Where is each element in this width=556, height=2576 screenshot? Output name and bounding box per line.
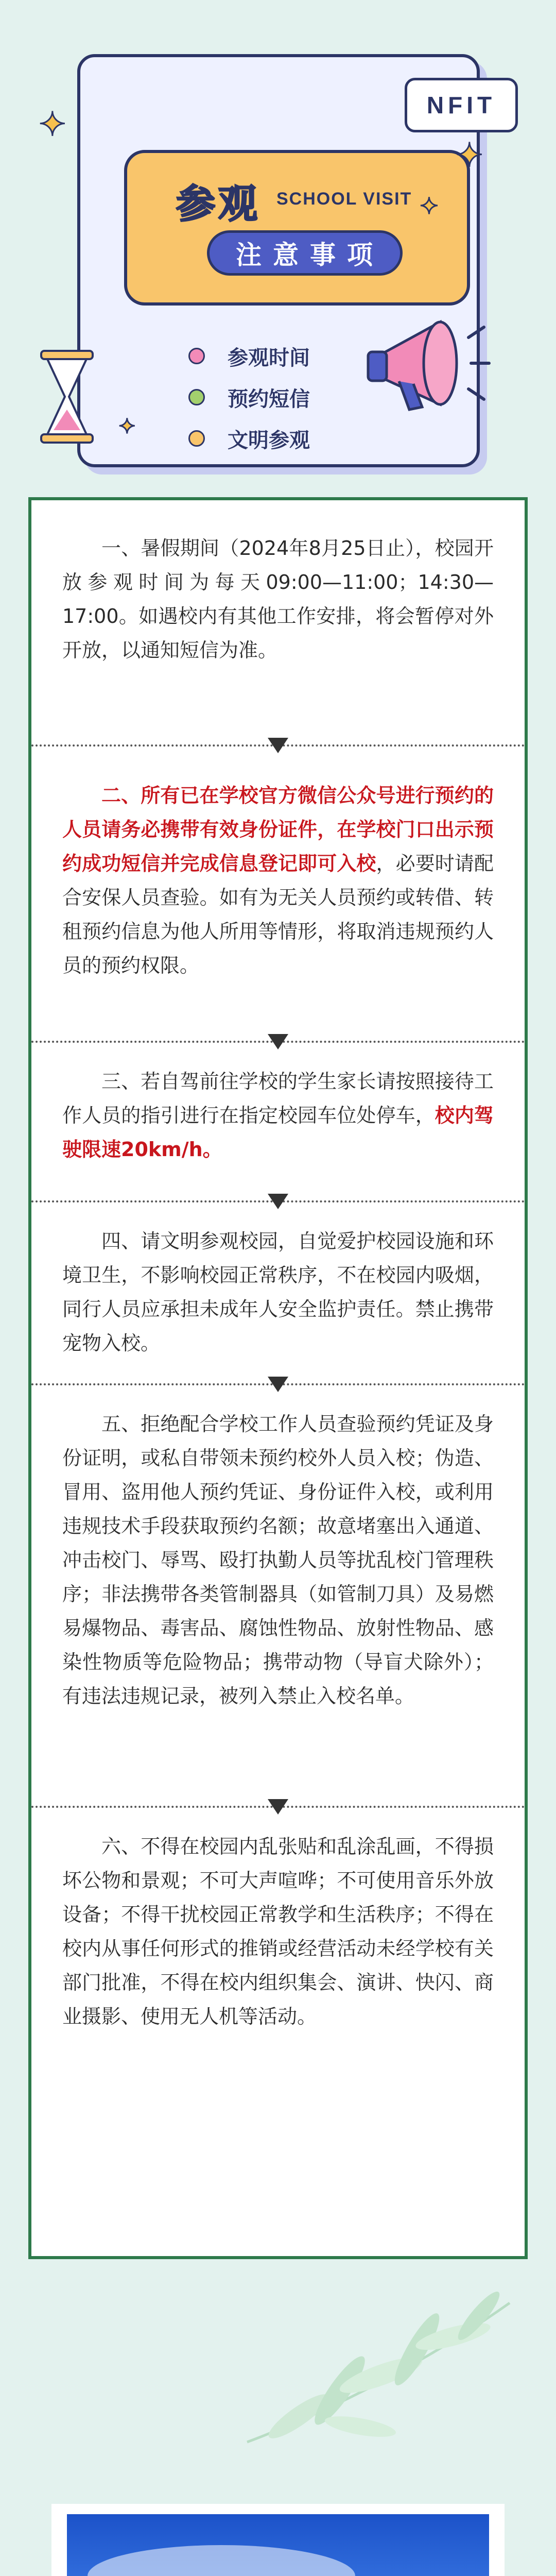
section-4: [31, 1224, 525, 1360]
section-text: 五、拒绝配合学校工作人员查验预约凭证及身份证明，或私自带领未预约校外人员入校；伪造、冒用、盗用他人预约凭证、身份证件入校，或利用违规技术手段获取预约名额；故意堵塞出入通道、冲击校门、辱骂、殴打执勤人员等扰乱校门管理秩序；非法携带各类管制器具（如管制刀具）及易燃易爆物品、毒害品、腐蚀性物品、放射性物品、感染性物质等危险物品；携带动物（导盲犬除外）；有违法违规记录，被列入禁止入校名单。: [62, 1413, 494, 1707]
triangle-down-icon: [268, 738, 288, 753]
header-item-sms: [188, 377, 310, 418]
sparkle-icon: ✦: [39, 106, 66, 144]
megaphone-icon: [363, 307, 492, 425]
section-6: [31, 1829, 525, 2033]
pink-dot-icon: [188, 348, 205, 364]
section-5: [31, 1407, 525, 1713]
divider: [31, 1796, 525, 1817]
triangle-down-icon: [268, 1194, 288, 1209]
sparkle-icon: ✦: [118, 415, 136, 438]
photo-card: [51, 2504, 505, 2576]
notice-panel: [28, 497, 528, 2259]
nfit-badge: NFIT: [405, 78, 518, 132]
section-text: 四、请文明参观校园，自觉爱护校园设施和环境卫生，不影响校园正常秩序，不在校园内吸烟，同行人员应承担未成年人安全监护责任。禁止携带宠物入校。: [62, 1230, 494, 1354]
sparkle-icon: ✦: [456, 137, 483, 175]
hourglass-icon: [36, 348, 98, 446]
divider: [31, 1374, 525, 1394]
campus-scene-image: [67, 2514, 489, 2576]
title-en: SCHOOL VISIT: [276, 189, 412, 209]
section-text: 六、不得在校园内乱张贴和乱涂乱画，不得损坏公物和景观；不可大声喧哗；不可使用音乐外放设备；不得干扰校园正常教学和生活秩序；不得在校内从事任何形式的推销或经营活动未经学校有关部门批准，不得在校内组织集会、演讲、快闪、商业摄影、使用无人机等活动。: [62, 1835, 494, 2028]
triangle-down-icon: [268, 1799, 288, 1815]
section-text: ，必要时请配合安保人员查验。如有为无关人员预约或转借、转租预约信息为他人所用等情形，将取消违规预约人员的预约权限。: [62, 852, 494, 977]
green-dot-icon: [188, 389, 205, 405]
section-highlight: 校内驾驶限速20km/h。: [62, 1104, 494, 1161]
section-3: [31, 1064, 525, 1166]
header-item-civilized: [188, 418, 310, 459]
title-cn: 参观: [176, 181, 260, 227]
section-text: 一、暑假期间（2024年8月25日止），校园开放参观时间为每天09:00—11:00；14:30—17:00。如遇校内有其他工作安排，将会暂停对外开放，以通知短信为准。: [62, 537, 494, 662]
section-text: 三、若自驾前往学校的学生家长请按照接待工作人员的指引进行在指定校园车位处停车，: [62, 1070, 494, 1127]
section-heading: 二、: [101, 784, 141, 807]
header-item-label: 预约短信: [228, 387, 310, 411]
divider: [31, 1191, 525, 1211]
header-list: [188, 335, 310, 459]
yellow-dot-icon: [188, 430, 205, 447]
leaves-illustration: [237, 2287, 515, 2458]
campus-photo: [67, 2514, 489, 2576]
triangle-down-icon: [268, 1377, 288, 1392]
divider: [31, 1031, 525, 1052]
notice-pill: 注意事项: [207, 230, 403, 276]
header-item-label: 参观时间: [228, 346, 310, 370]
section-highlight: 所有已在学校官方微信公众号进行预约的人员请务必携带有效身份证件，在学校门口出示预约成功短信并完成信息登记即可入校: [62, 784, 494, 875]
header-item-label: 文明参观: [228, 428, 310, 452]
header-item-visit-time: [188, 335, 310, 377]
header-illustration: [28, 18, 528, 492]
sparkle-icon: ✦: [420, 193, 439, 219]
triangle-down-icon: [268, 1034, 288, 1049]
divider: [31, 735, 525, 755]
section-1: [31, 531, 525, 667]
title-box: [124, 150, 470, 306]
section-2: [31, 778, 525, 982]
